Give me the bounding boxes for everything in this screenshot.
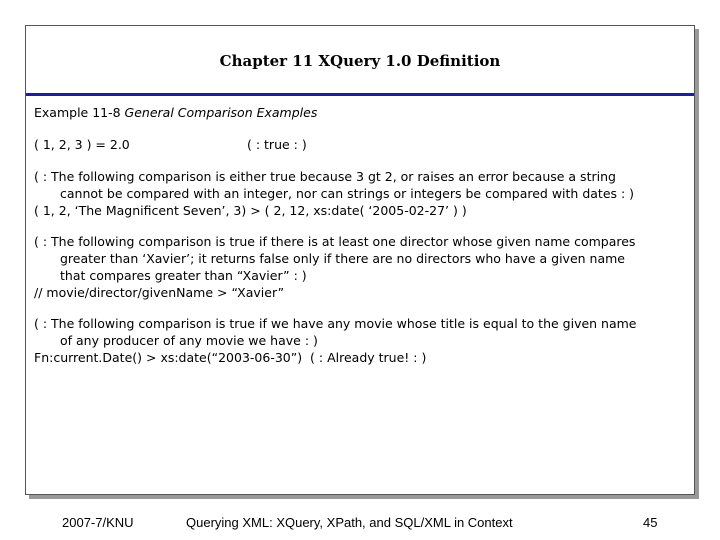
slide-frame <box>25 25 695 495</box>
slide-body <box>34 104 690 366</box>
block2-line1: ( : The following comparison is true if there is at least one director whose given name compares <box>34 234 636 249</box>
example-a-expression: ( 1, 2, 3 ) = 2.0 <box>34 137 130 152</box>
example-heading <box>34 104 690 121</box>
block3-line1: ( : The following comparison is true if we have any movie whose title is equal to the given name <box>34 316 637 331</box>
block2-line4: // movie/director/givenName > “Xavier” <box>34 285 285 300</box>
block2-line2: greater than ‘Xavier’; it returns false only if there are no directors who have a given name <box>60 251 625 266</box>
block3-line3: Fn:current.Date() > xs:date(“2003-06-30”) ( : Already true! : ) <box>34 350 427 365</box>
example-a-row <box>34 136 690 153</box>
block3-line2: of any producer of any movie we have : ) <box>60 333 318 348</box>
example-label: Example 11-8 <box>34 105 125 120</box>
title-divider <box>26 93 694 96</box>
block1-line3: ( 1, 2, ‘The Magnificent Seven’, 3) > ( 2, 12, xs:date( ‘2005-02-27’ ) ) <box>34 203 467 218</box>
example-caption: General Comparison Examples <box>124 105 318 120</box>
footer-title: Querying XML: XQuery, XPath, and SQL/XML in Context <box>186 515 513 530</box>
block1-line2: cannot be compared with an integer, nor can strings or integers be compared with dates : ) <box>60 186 635 201</box>
page-number: 45 <box>643 515 658 530</box>
slide-title: Chapter 11 XQuery 1.0 Definition <box>219 52 501 70</box>
footer-date: 2007-7/KNU <box>62 515 134 530</box>
example-a-comment: ( : true : ) <box>247 137 307 152</box>
block2-line3: that compares greater than “Xavier” : ) <box>60 268 307 283</box>
block1-line1: ( : The following comparison is either true because 3 gt 2, or raises an error because a string <box>34 169 616 184</box>
